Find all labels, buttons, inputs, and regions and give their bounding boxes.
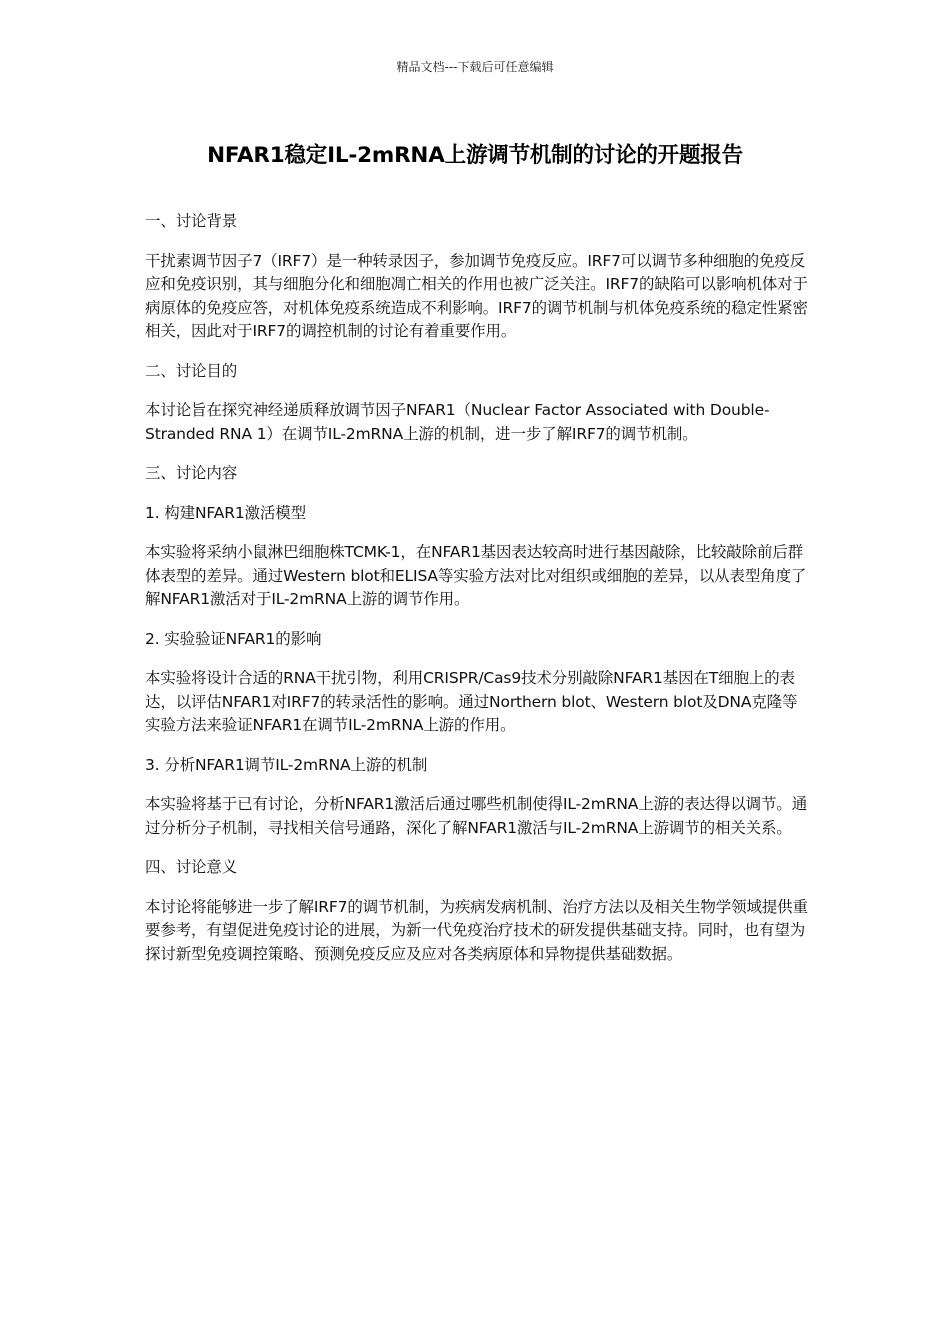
document-title: NFAR1稳定IL-2mRNA上游调节机制的讨论的开题报告: [207, 143, 743, 168]
subsection-heading-3: 3. 分析NFAR1调节IL-2mRNA上游的机制: [145, 755, 428, 774]
subsection-heading-2: 2. 实验验证NFAR1的影响: [145, 629, 322, 648]
document-body: [145, 210, 810, 982]
paragraph-purpose: 本讨论旨在探究神经递质释放调节因子NFAR1（Nuclear Factor Associated with Double-Stranded RNA 1）在调节IL-2mRNA上游的机制，进一步了解IRF7的调节机制。: [145, 401, 770, 443]
header-note: 精品文档---下载后可任意编辑: [396, 60, 554, 74]
paragraph-subsection-1: 本实验将采纳小鼠淋巴细胞株TCMK-1，在NFAR1基因表达较高时进行基因敲除，比较敲除前后群体表型的差异。通过Western blot和ELISA等实验方法对比对组织或细胞的差异，以从表型角度了解NFAR1激活对于IL-2mRNA上游的调节作用。: [145, 543, 807, 608]
subsection-heading-1: 1. 构建NFAR1激活模型: [145, 503, 306, 522]
paragraph-significance: 本讨论将能够进一步了解IRF7的调节机制，为疾病发病机制、治疗方法以及相关生物学领域提供重要参考，有望促进免疫讨论的进展，为新一代免疫治疗技术的研发提供基础支持。同时，也有望为探讨新型免疫调控策略、预测免疫反应及应对各类病原体和异物提供基础数据。: [145, 897, 808, 963]
section-heading-purpose: 二、讨论目的: [145, 361, 238, 380]
paragraph-subsection-2: 本实验将设计合适的RNA干扰引物，利用CRISPR/Cas9技术分别敲除NFAR1基因在T细胞上的表达，以评估NFAR1对IRF7的转录活性的影响。通过Northern blot、Western blot及DNA克隆等实验方法来验证NFAR1在调节IL-2mRNA上游的作用。: [145, 669, 798, 734]
section-heading-background: 一、讨论背景: [145, 212, 238, 230]
section-heading-content: 三、讨论内容: [145, 464, 238, 482]
paragraph-subsection-3: 本实验将基于已有讨论，分析NFAR1激活后通过哪些机制使得IL-2mRNA上游的表达得以调节。通过分析分子机制，寻找相关信号通路，深化了解NFAR1激活与IL-2mRNA上游调节的相关关系。: [145, 795, 808, 837]
section-heading-significance: 四、讨论意义: [145, 858, 238, 876]
paragraph-background: 干扰素调节因子7（IRF7）是一种转录因子，参加调节免疫反应。IRF7可以调节多种细胞的免疫反应和免疫识别，其与细胞分化和细胞凋亡相关的作用也被广泛关注。IRF7的缺陷可以影响机体对于病原体的免疫应答，对机体免疫系统造成不利影响。IRF7的调节机制与机体免疫系统的稳定性紧密相关，因此对于IRF7的调控机制的讨论有着重要作用。: [145, 251, 808, 340]
